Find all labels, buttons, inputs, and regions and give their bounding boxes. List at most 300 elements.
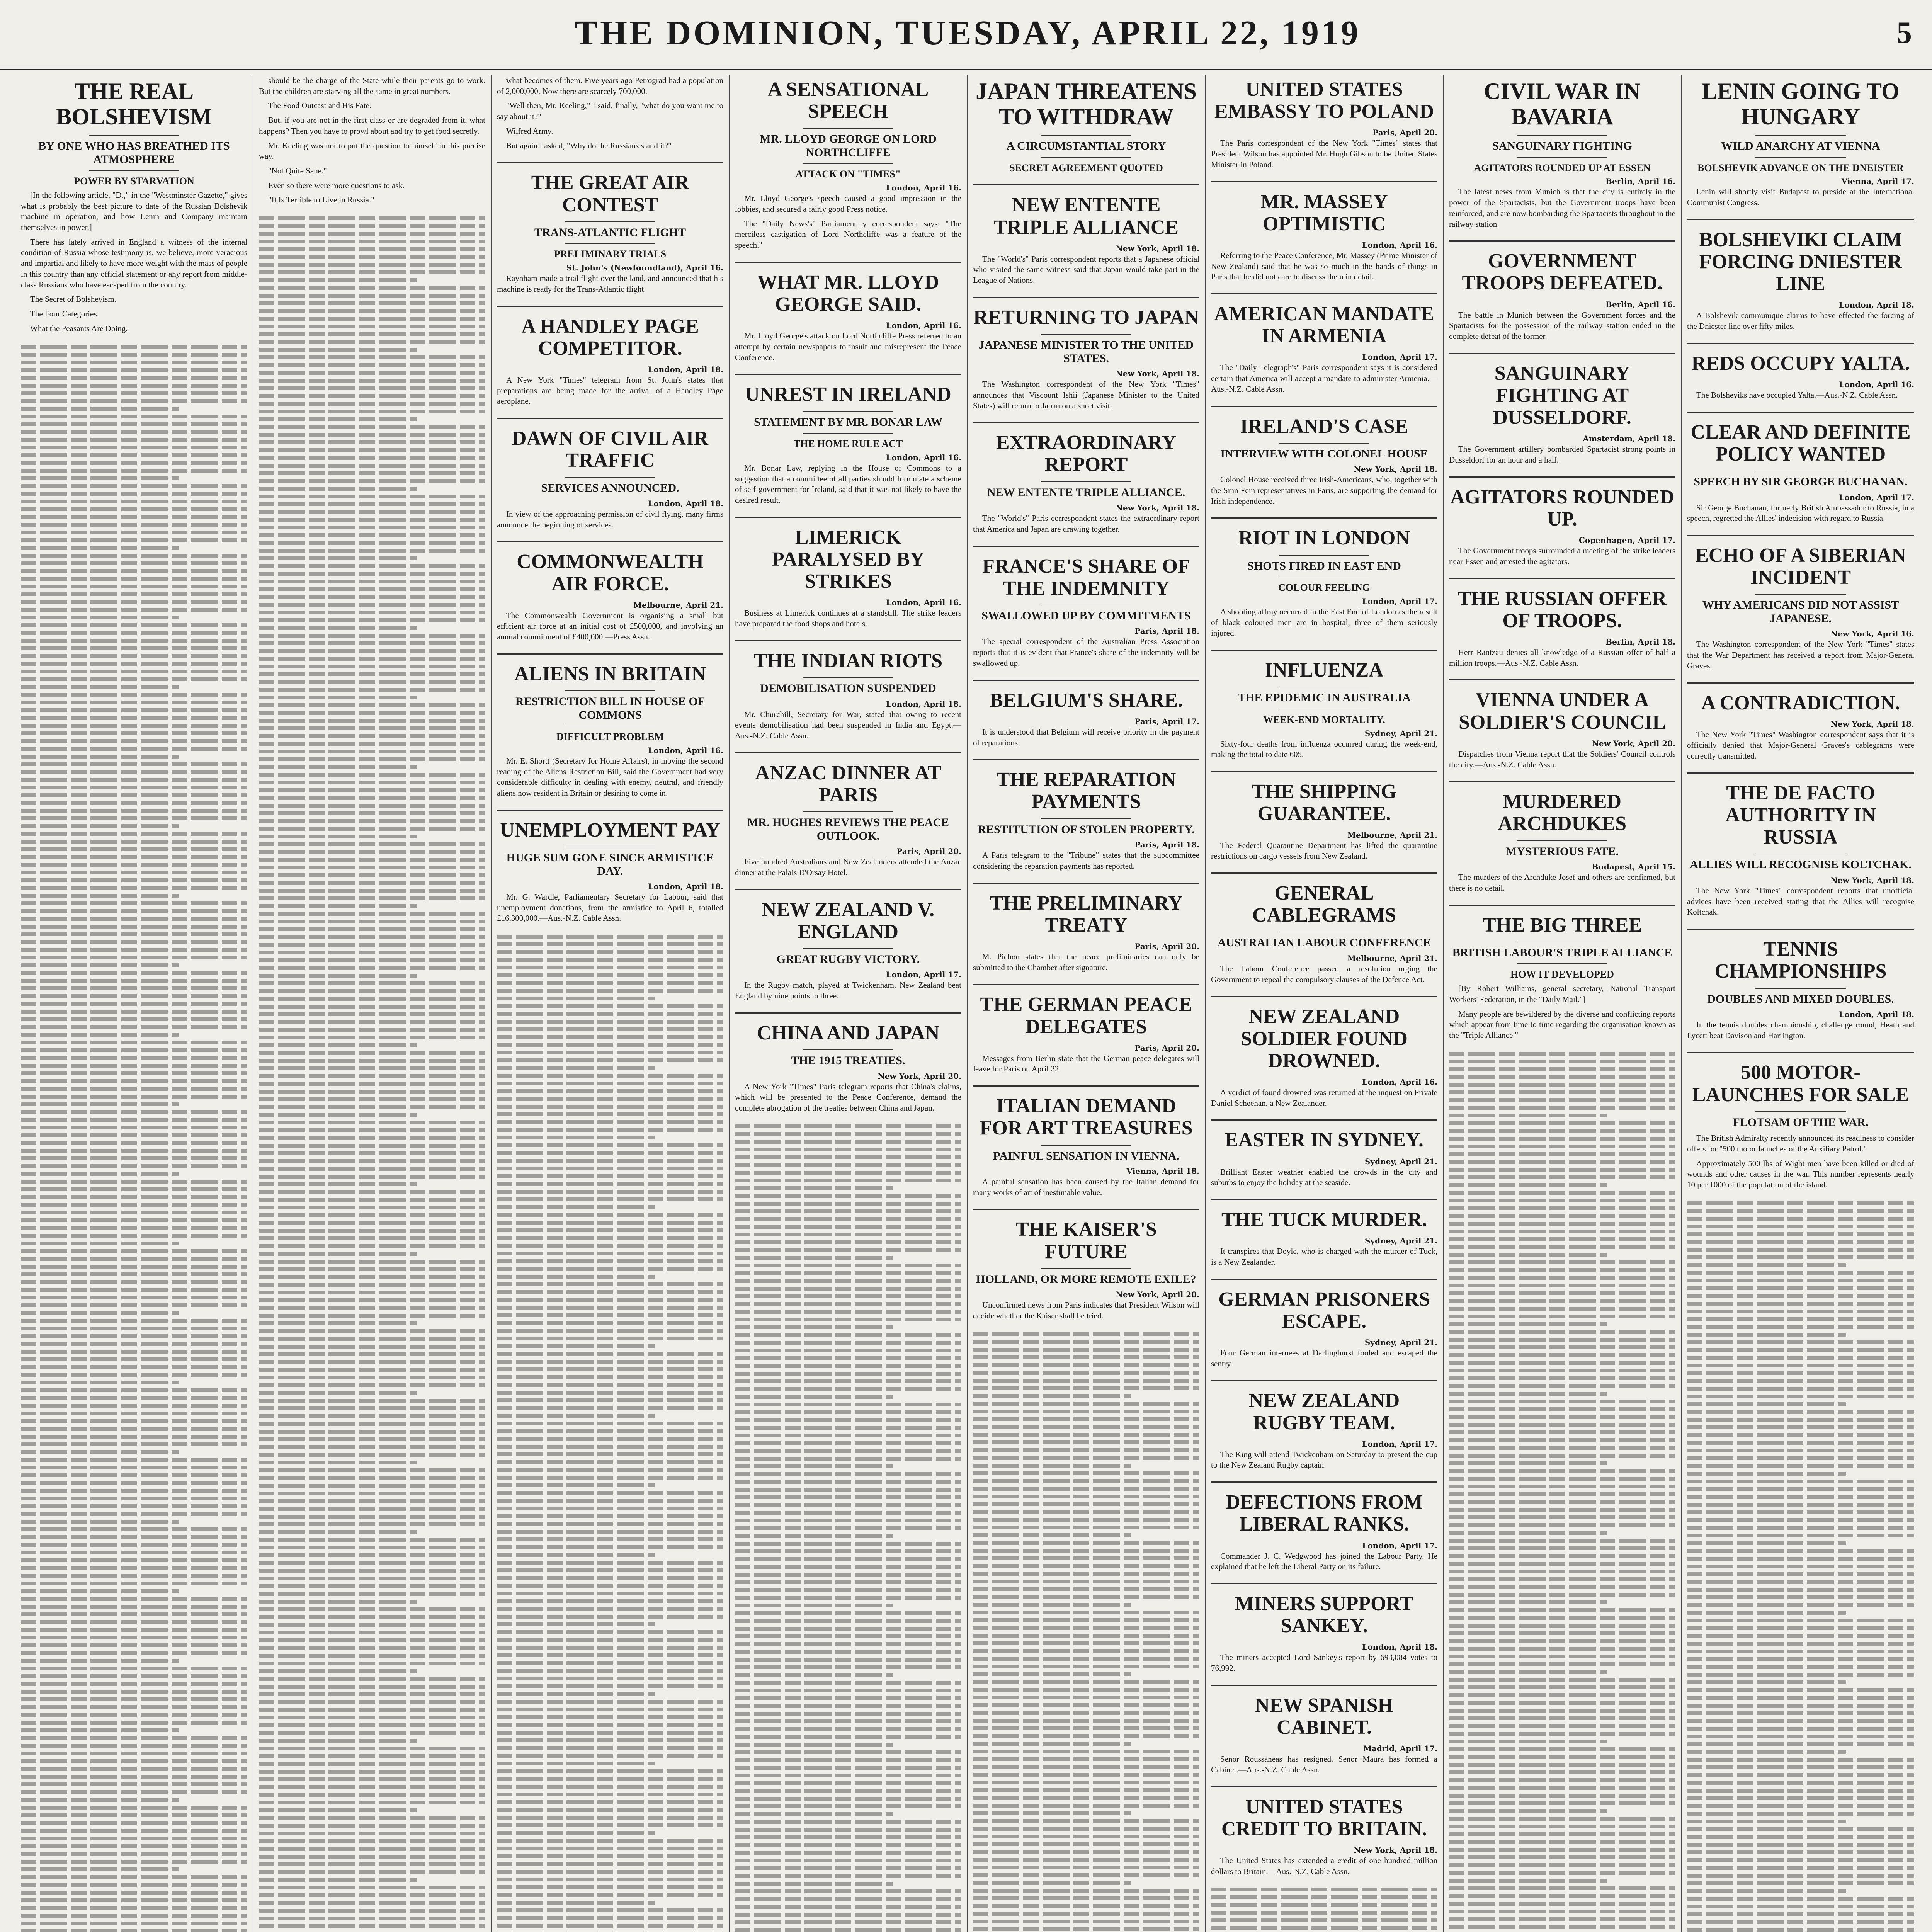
text-line <box>497 1213 723 1217</box>
article-dateline: London, April 16. <box>886 321 961 330</box>
article-subheadline: HOLLAND, OR MORE REMOTE EXILE? <box>976 1272 1196 1286</box>
text-line <box>973 1348 1199 1352</box>
text-line <box>1687 1464 1914 1468</box>
text-line <box>1687 1773 1914 1777</box>
text-line <box>21 809 247 813</box>
text-line <box>735 1395 893 1399</box>
article-headline: THE PRELIMINARY TREATY <box>990 892 1183 936</box>
article-paragraph: The King will attend Twickenham on Saturday to present the cup to the New Zealand Rugby captain. <box>1211 1449 1437 1470</box>
article <box>1211 517 1437 639</box>
text-line <box>1687 1201 1914 1205</box>
headline-rule <box>565 477 655 478</box>
text-line <box>21 693 247 697</box>
text-line <box>21 1442 247 1446</box>
article-dateline: Vienna, April 18. <box>1126 1167 1199 1176</box>
article-headline: THE TUCK MURDER. <box>1221 1208 1427 1231</box>
text-line <box>973 1502 1199 1506</box>
text-line <box>259 1832 485 1835</box>
text-line <box>735 1302 961 1306</box>
text-line <box>735 1557 961 1561</box>
article-dateline: Melbourne, April 21. <box>1347 830 1437 840</box>
text-line <box>1687 1325 1914 1329</box>
article-subheadline: MR. HUGHES REVIEWS THE PEACE OUTLOOK. <box>747 816 949 842</box>
text-line <box>973 1796 1199 1800</box>
article-subheadline: A CIRCUMSTANTIAL STORY <box>1006 139 1166 152</box>
text-line <box>259 371 485 375</box>
text-line <box>259 533 485 537</box>
text-line <box>973 1479 1199 1483</box>
text-line <box>259 951 485 954</box>
article-paragraph: The Commonwealth Government is organising a small but efficient air force at an initial cost of £500,000, and involving an annual commitment of £400,000.—Press Assn. <box>497 611 723 642</box>
text-line <box>735 1843 961 1847</box>
text-line <box>1687 1580 1914 1584</box>
article-subheadline: WILD ANARCHY AT VIENNA <box>1721 139 1880 152</box>
text-line <box>735 1225 961 1229</box>
text-line <box>21 1427 247 1431</box>
text-line <box>973 1456 1199 1460</box>
text-line <box>497 1367 723 1371</box>
article-paragraph: But again I asked, "Why do the Russians stand it?" <box>506 141 672 150</box>
text-line <box>259 224 485 228</box>
text-line <box>497 1870 723 1874</box>
article-subheadline: TRANS-ATLANTIC FLIGHT <box>534 226 686 239</box>
text-line <box>21 1025 247 1029</box>
article <box>973 759 1199 871</box>
article <box>735 889 961 1002</box>
text-line <box>973 1541 1199 1545</box>
text-line <box>1449 1276 1675 1280</box>
text-line <box>1449 1315 1675 1318</box>
text-line <box>259 1383 485 1387</box>
text-line <box>21 832 247 836</box>
text-line <box>21 1458 247 1462</box>
text-line <box>735 1882 893 1886</box>
text-line <box>973 1835 1199 1838</box>
text-line <box>21 1821 247 1825</box>
text-line <box>497 1630 723 1634</box>
text-line <box>259 394 485 398</box>
text-line <box>21 755 179 759</box>
text-line <box>21 824 179 828</box>
text-line <box>1211 1911 1437 1915</box>
column-1 <box>15 75 253 1932</box>
text-line <box>259 1615 485 1619</box>
text-line <box>259 340 485 344</box>
text-line <box>21 523 247 527</box>
text-line <box>735 1820 961 1824</box>
text-line <box>259 263 485 267</box>
text-line <box>973 1811 1131 1815</box>
text-line <box>259 549 485 553</box>
article-headline: UNEMPLOYMENT PAY <box>500 819 720 841</box>
text-line <box>259 1352 485 1356</box>
text-line <box>259 827 485 831</box>
text-line <box>259 1175 485 1179</box>
headline-rule <box>89 170 179 171</box>
text-line <box>735 1503 961 1507</box>
text-line <box>1687 1673 1914 1677</box>
text-line <box>259 765 417 769</box>
text-line <box>21 731 247 735</box>
text-line <box>259 1236 485 1240</box>
text-line <box>1687 1781 1914 1785</box>
text-line <box>735 1913 961 1917</box>
text-line <box>259 1801 485 1804</box>
text-line <box>1687 1897 1914 1901</box>
text-line <box>973 1703 1199 1707</box>
text-line <box>21 1180 247 1184</box>
text-line <box>21 1280 247 1284</box>
text-line <box>973 1363 1199 1367</box>
text-line <box>497 1908 723 1912</box>
text-line <box>21 956 247 959</box>
text-line <box>735 1472 961 1476</box>
text-line <box>259 611 485 614</box>
article-subheadline: INTERVIEW WITH COLONEL HOUSE <box>1220 447 1428 460</box>
text-line <box>259 796 485 800</box>
text-line <box>259 649 485 653</box>
text-line <box>973 1471 1199 1475</box>
text-line <box>735 1774 961 1777</box>
text-line <box>735 1186 893 1190</box>
article-paragraph: The "World's" Paris correspondent states the extraordinary report that America and Japan are drawing together. <box>973 514 1199 534</box>
text-line <box>497 1383 723 1387</box>
text-line <box>259 1484 485 1488</box>
text-line <box>735 1573 961 1577</box>
headline-rule <box>1755 1111 1846 1112</box>
text-line <box>1449 1376 1675 1380</box>
text-line <box>497 1893 723 1897</box>
text-line <box>973 1842 1199 1846</box>
text-line <box>973 1889 1199 1893</box>
article-dateline: Sydney, April 21. <box>1365 1156 1437 1166</box>
article-paragraph: Mr. G. Wardle, Parliamentary Secretary for Labour, said that unemployment donations, from the armistice to April 6, totalled £16,300,000.—Aus.-N.Z. Cable Assn. <box>497 892 723 923</box>
text-line <box>735 1349 961 1352</box>
text-line <box>735 1217 961 1221</box>
text-line <box>1449 1639 1675 1643</box>
text-line <box>1449 1191 1675 1195</box>
article-paragraph: The "World's" Paris correspondent reports that a Japanese official who visited the same witness said that Japan would take part in the League of Nations. <box>973 254 1199 285</box>
text-line <box>259 1577 485 1580</box>
text-line <box>21 878 247 882</box>
article-paragraph: Mr. Keeling was not to put the question to himself in this precise way. <box>259 141 485 161</box>
text-line <box>497 1190 723 1194</box>
text-line <box>259 1121 485 1124</box>
headline-rule <box>565 243 655 244</box>
text-line <box>21 793 247 797</box>
article-dateline: London, April 18. <box>648 498 723 508</box>
text-line <box>973 1533 1131 1537</box>
text-line <box>973 1495 1199 1498</box>
text-line <box>1449 1253 1607 1257</box>
text-line <box>497 1321 723 1325</box>
text-line <box>497 1282 723 1286</box>
text-line <box>1449 1060 1675 1063</box>
article-headline: INFLUENZA <box>1265 659 1384 682</box>
article-paragraph: Commander J. C. Wedgwood has joined the Labour Party. He explained that he left the Liberal Party on its failure. <box>1211 1551 1437 1571</box>
text-line <box>21 1327 247 1330</box>
article-paragraph: Even so there were more questions to ask. <box>268 180 405 190</box>
text-line <box>259 1855 485 1859</box>
text-line <box>1449 1230 1675 1233</box>
text-line <box>21 1373 247 1377</box>
article-headline: THE SHIPPING GUARANTEE. <box>1252 781 1397 825</box>
text-line <box>973 1711 1199 1715</box>
text-line <box>497 1020 723 1024</box>
text-line <box>259 1862 485 1866</box>
text-line <box>1687 1912 1914 1916</box>
text-line <box>259 935 485 939</box>
article-dateline: Berlin, April 16. <box>1605 177 1675 186</box>
text-line <box>21 1767 247 1771</box>
article-paragraph: what becomes of them. Five years ago Petrograd had a population of 2,000,000. Now there are scarcely 700,000. <box>497 76 723 96</box>
text-line <box>1449 1145 1675 1148</box>
article-subheadline: PAINFUL SENSATION IN VIENNA. <box>993 1149 1179 1162</box>
text-line <box>259 1716 485 1719</box>
text-line <box>259 1708 485 1712</box>
text-line <box>21 677 247 681</box>
text-line <box>259 402 485 406</box>
text-line <box>1449 1685 1675 1689</box>
text-line <box>259 348 417 352</box>
article-headline: THE INDIAN RIOTS <box>753 650 943 672</box>
text-line <box>735 1542 961 1546</box>
article-headline: UNREST IN IRELAND <box>745 383 951 406</box>
text-line <box>973 1487 1199 1491</box>
text-line <box>973 1904 1199 1908</box>
article-paragraph: Colonel House received three Irish-Americans, who, together with the Sinn Fein representatives in Paris, are supporting the demand for Irish independence. <box>1211 475 1437 506</box>
article-dateline: London, April 17. <box>886 970 961 980</box>
text-line <box>497 1344 655 1348</box>
article <box>1211 1380 1437 1471</box>
text-line <box>497 1483 655 1487</box>
article-subheadline: NEW ENTENTE TRIPLE ALLIANCE. <box>987 486 1185 499</box>
text-line <box>973 1618 1199 1622</box>
text-line <box>973 1773 1199 1777</box>
text-line <box>973 1641 1199 1645</box>
article-headline: NEW SPANISH CABINET. <box>1255 1694 1393 1738</box>
text-line <box>259 502 485 506</box>
article-paragraph: Wilfred Army. <box>506 126 553 136</box>
text-line <box>1211 1903 1437 1907</box>
text-line <box>497 1754 723 1758</box>
text-line <box>973 1526 1199 1529</box>
text-line <box>259 1151 485 1155</box>
text-line <box>259 1584 485 1588</box>
text-line <box>259 1090 485 1094</box>
article <box>735 1012 961 1114</box>
text-line <box>497 958 723 962</box>
article-paragraph: A Bolshevik communique claims to have effected the forcing of the Dniester line over fifty miles. <box>1687 311 1914 331</box>
text-line <box>1687 1557 1914 1561</box>
column-continued-text <box>973 1332 1199 1932</box>
article <box>1449 240 1675 342</box>
text-line <box>1449 1863 1675 1867</box>
text-line <box>735 1658 961 1662</box>
headline-rule <box>1755 988 1846 989</box>
article-headline: ITALIAN DEMAND FOR ART TREASURES <box>980 1095 1193 1139</box>
text-line <box>1449 1299 1675 1303</box>
text-line <box>21 399 247 403</box>
text-line <box>497 1429 723 1433</box>
text-line <box>1449 1724 1675 1728</box>
text-line <box>735 1634 961 1638</box>
text-line <box>21 1048 247 1052</box>
text-line <box>1687 1456 1914 1460</box>
text-line <box>259 1507 485 1511</box>
text-line <box>497 1700 723 1704</box>
text-line <box>259 1360 485 1364</box>
text-line <box>1687 1472 1846 1476</box>
article <box>735 640 961 742</box>
text-line <box>21 816 247 820</box>
text-line <box>1687 1905 1914 1908</box>
article-paragraph: Mr. Lloyd George's speech caused a good impression in the lobbies, and secured a fairly good Press notice. <box>735 194 961 214</box>
column-3 <box>492 75 730 1932</box>
text-line <box>1687 1858 1914 1862</box>
text-line <box>735 1534 893 1538</box>
text-line <box>259 703 485 707</box>
text-line <box>21 708 247 712</box>
text-line <box>259 541 485 545</box>
text-line <box>735 1627 961 1631</box>
headline-rule <box>1279 555 1369 556</box>
text-line <box>1449 1129 1675 1133</box>
text-line <box>973 1742 1131 1746</box>
article-paragraph: "Well then, Mr. Keeling," I said, finally, "what do you want me to say about it?" <box>497 101 723 121</box>
text-line <box>259 1731 485 1735</box>
text-line <box>259 1546 485 1549</box>
text-line <box>735 1287 961 1291</box>
text-line <box>973 1510 1199 1514</box>
text-line <box>735 1256 893 1260</box>
text-line <box>21 1636 247 1639</box>
text-line <box>259 1244 485 1248</box>
text-line <box>497 1661 723 1665</box>
article <box>973 78 1199 173</box>
text-line <box>1449 1894 1675 1898</box>
text-line <box>497 1128 723 1132</box>
text-line <box>259 1924 485 1928</box>
text-line <box>259 1321 417 1325</box>
text-line <box>497 1205 655 1209</box>
text-line <box>1449 1485 1675 1488</box>
text-line <box>973 1448 1199 1452</box>
text-line <box>1449 1260 1675 1264</box>
text-line <box>259 1182 417 1186</box>
text-line <box>21 770 247 774</box>
text-line <box>21 461 247 465</box>
text-line <box>21 1929 247 1932</box>
text-line <box>21 1450 179 1454</box>
text-line <box>21 894 179 898</box>
article-paragraph: Lenin will shortly visit Budapest to preside at the International Communist Congress. <box>1687 187 1914 207</box>
text-line <box>1687 1928 1914 1932</box>
article-dateline: London, April 18. <box>886 699 961 709</box>
text-line <box>21 1659 179 1663</box>
text-line <box>21 1126 247 1129</box>
text-line <box>1687 1480 1914 1483</box>
column-continued-text <box>497 935 723 1932</box>
text-line <box>497 1105 723 1109</box>
text-line <box>497 1553 655 1557</box>
text-line <box>497 989 723 993</box>
text-line <box>497 1236 723 1240</box>
headline-rule <box>1041 334 1131 335</box>
article-paragraph: Approximately 500 lbs of Wight men have been killed or died of wounds and other causes in the war. This number represents nearly 10 per 1000 of the population of the island. <box>1687 1158 1914 1190</box>
text-line <box>497 1491 723 1495</box>
text-line <box>21 1605 247 1609</box>
text-line <box>1449 1415 1675 1419</box>
text-line <box>1687 1340 1914 1344</box>
text-line <box>1687 1696 1914 1700</box>
text-line <box>735 1797 961 1801</box>
article-paragraph: The Food Outcast and His Fate. <box>268 101 372 111</box>
text-line <box>973 1440 1199 1444</box>
text-line <box>1687 1719 1914 1723</box>
text-line <box>259 1522 485 1526</box>
text-line <box>259 278 417 282</box>
headline-rule <box>1041 157 1131 158</box>
text-line <box>735 1271 961 1275</box>
text-line <box>497 1785 723 1789</box>
text-line <box>259 1662 485 1665</box>
article <box>497 418 723 530</box>
article-dateline: Paris, April 18. <box>1134 626 1199 636</box>
article-paragraph: Dispatches from Vienna report that the Soldiers' Council controls the city.—Aus.-N.Z. Cable Assn. <box>1449 749 1675 769</box>
article-headline: DEFECTIONS FROM LIBERAL RANKS. <box>1226 1491 1423 1536</box>
text-line <box>259 927 485 931</box>
text-line <box>497 1360 723 1364</box>
article <box>1449 353 1675 466</box>
article-paragraph: The murders of the Archduke Josef and others are confirmed, but there is no detail. <box>1449 872 1675 893</box>
text-line <box>259 247 485 251</box>
text-line <box>1449 1631 1675 1635</box>
article-dateline: London, April 18. <box>1839 1010 1914 1019</box>
text-line <box>735 1604 893 1607</box>
text-line <box>735 1696 961 1700</box>
text-line <box>497 1646 723 1650</box>
text-line <box>735 1804 961 1808</box>
text-line <box>21 600 247 604</box>
text-line <box>1449 1067 1675 1071</box>
text-line <box>1687 1425 1914 1429</box>
text-line <box>259 711 485 715</box>
article-paragraph: A New York "Times" telegram from St. John's states that preparations are being made for the arrival of a Handley Page aeroplane. <box>497 375 723 406</box>
article <box>973 422 1199 534</box>
text-line <box>1449 1709 1675 1713</box>
article-section-heading: HOW IT DEVELOPED <box>1510 969 1614 980</box>
text-line <box>259 595 485 599</box>
article-paragraph: Sixty-four deaths from influenza occurred during the week-end, making the total to date 605. <box>1211 739 1437 759</box>
text-line <box>21 353 247 357</box>
text-line <box>497 973 723 977</box>
article-dateline: Paris, April 20. <box>1134 1043 1199 1053</box>
text-line <box>21 1798 179 1802</box>
text-line <box>497 1275 655 1279</box>
text-line <box>259 943 485 947</box>
text-line <box>21 492 247 496</box>
text-line <box>735 1596 961 1600</box>
text-line <box>259 1870 485 1874</box>
text-line <box>735 1874 961 1878</box>
text-line <box>1687 1665 1914 1669</box>
text-line <box>259 688 485 692</box>
text-line <box>973 1464 1131 1468</box>
text-line <box>973 1340 1199 1344</box>
text-line <box>259 618 485 622</box>
text-line <box>259 1005 485 1009</box>
